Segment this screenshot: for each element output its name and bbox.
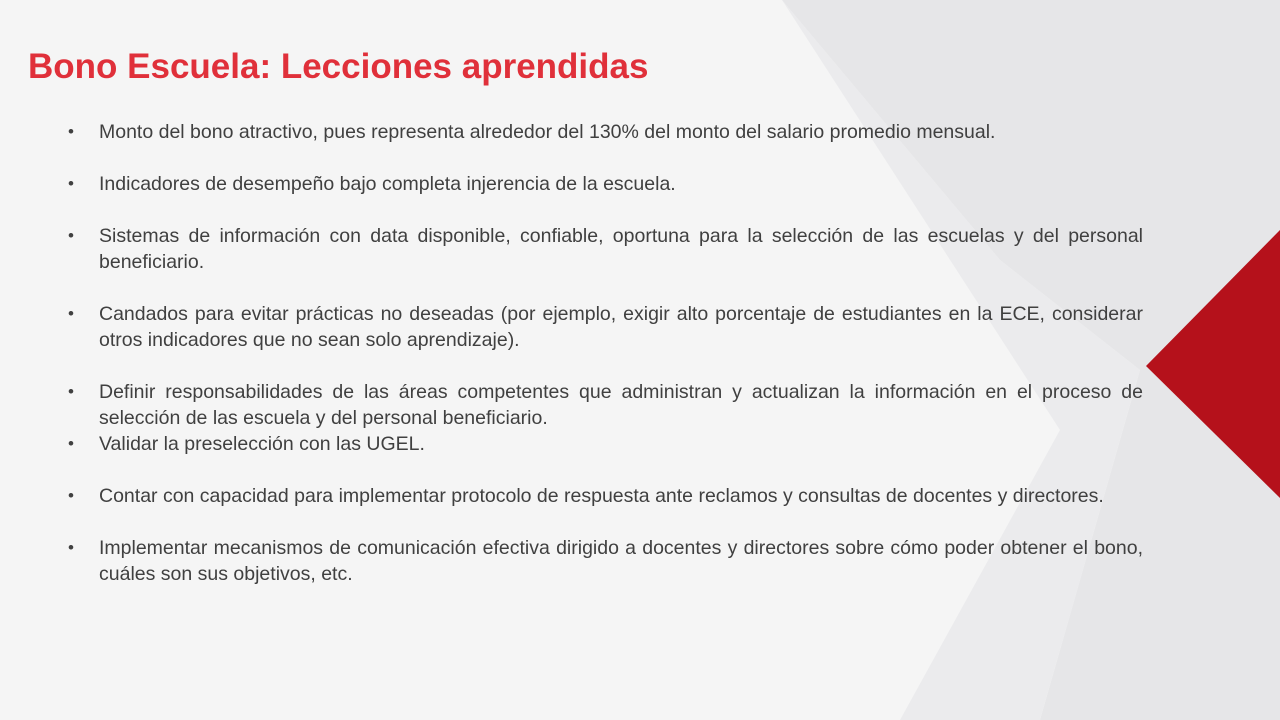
bullet-item — [68, 223, 1143, 275]
bullet-text: Indicadores de desempeño bajo completa injerencia de la escuela. — [99, 173, 676, 195]
bullet-text: Candados para evitar prácticas no deseadas (por ejemplo, exigir alto porcentaje de estudiantes en la ECE, considerar otros indicadores que no sean solo aprendizaje). — [99, 303, 1143, 351]
bullet-item — [68, 379, 1143, 431]
bullet-item — [68, 431, 1143, 457]
bullet-marker: • — [68, 174, 74, 193]
bullet-text: Implementar mecanismos de comunicación efectiva dirigido a docentes y directores sobre cómo poder obtener el bono, cuáles son sus objetivos, etc. — [99, 537, 1143, 585]
bullet-marker: • — [68, 538, 74, 557]
bullet-marker: • — [68, 434, 74, 453]
bullet-text: Contar con capacidad para implementar protocolo de respuesta ante reclamos y consultas de docentes y directores. — [99, 485, 1104, 507]
bullet-item — [68, 171, 1143, 197]
bullet-text: Monto del bono atractivo, pues representa alrededor del 130% del monto del salario promedio mensual. — [99, 121, 996, 143]
bullet-text: Definir responsabilidades de las áreas competentes que administran y actualizan la información en el proceso de selección de las escuela y del personal beneficiario. — [99, 381, 1143, 429]
bullet-text: Sistemas de información con data disponible, confiable, oportuna para la selección de las escuelas y del personal beneficiario. — [99, 225, 1143, 273]
bullet-marker: • — [68, 226, 74, 245]
bullet-marker: • — [68, 122, 74, 141]
bullet-item — [68, 483, 1143, 509]
bullet-marker: • — [68, 304, 74, 323]
bullet-item — [68, 301, 1143, 353]
bullet-marker: • — [68, 486, 74, 505]
bullet-text: Validar la preselección con las UGEL. — [99, 433, 425, 455]
bullet-marker: • — [68, 382, 74, 401]
bullet-item — [68, 119, 1143, 145]
slide-title: Bono Escuela: Lecciones aprendidas — [28, 47, 649, 86]
bullet-list — [68, 119, 1143, 587]
bullet-item — [68, 535, 1143, 587]
